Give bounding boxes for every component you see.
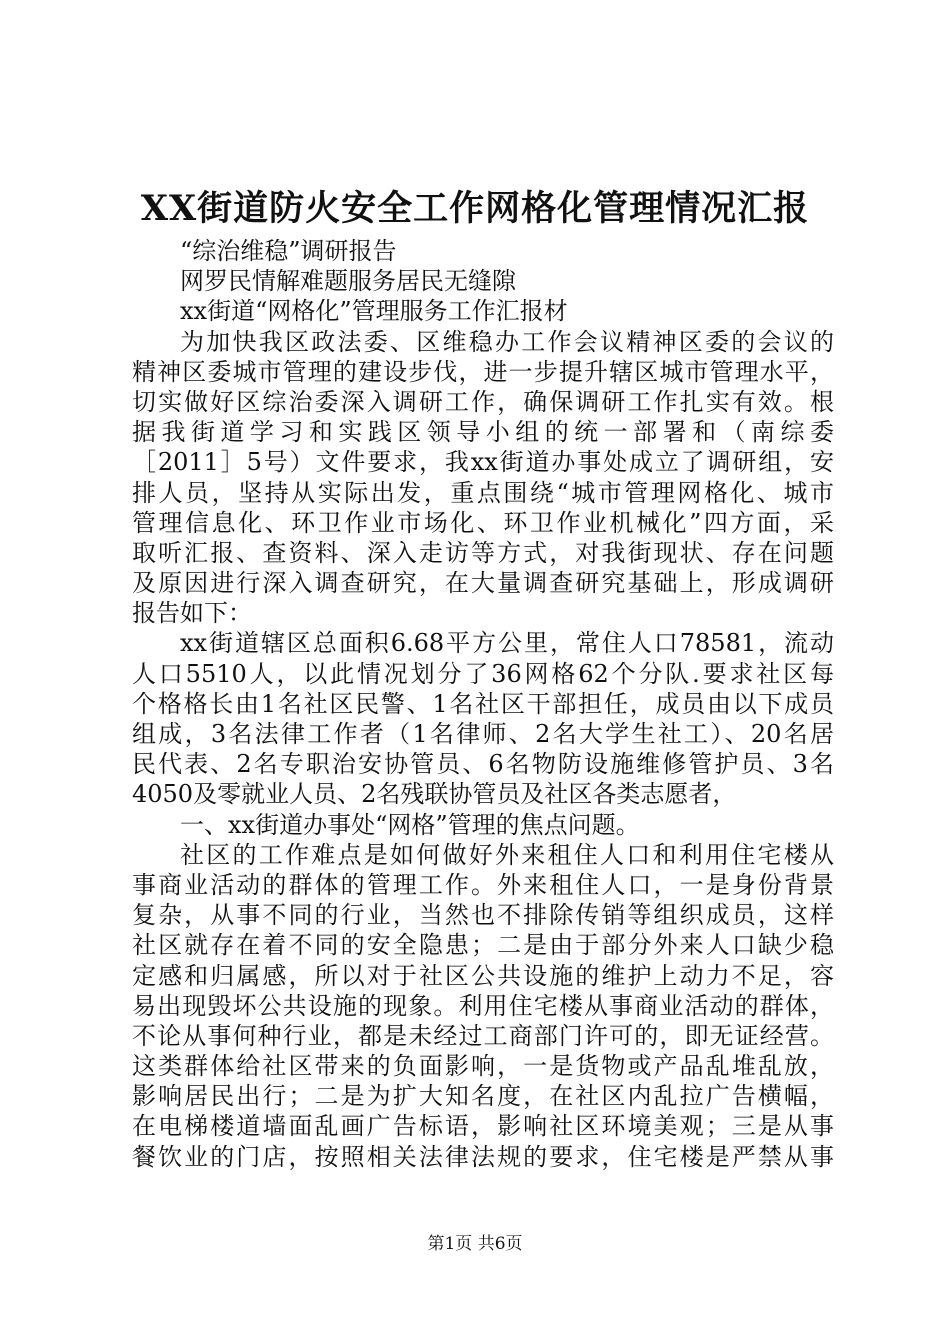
text-line: 4050及零就业人员、2名残联协管员及社区各类志愿者，	[132, 780, 737, 809]
text-line: 取听汇报、查资料、深入走访等方式，对我街现状、存在问题	[132, 538, 834, 567]
text-line: 网罗民情解难题服务居民无缝隙	[180, 267, 516, 296]
text-line: 民代表、2名专职治安协管员、6名物防设施维修管护员、3名	[132, 750, 834, 779]
text-line: 及原因进行深入调查研究，在大量调查研究基础上，形成调研	[132, 569, 834, 598]
text-line: ［2011］5号）文件要求，我xx街道办事处成立了调研组，安	[132, 448, 834, 477]
text-line: 事商业活动的群体的管理工作。外来租住人口，一是身份背景	[132, 870, 834, 899]
text-line: xx街道“网格化”管理服务工作汇报材	[180, 297, 568, 326]
text-line: 人口5510人，以此情况划分了36网格62个分队.要求社区每	[132, 659, 834, 688]
text-line: 这类群体给社区带来的负面影响，一是货物或产品乱堆乱放，	[132, 1052, 834, 1081]
text-line: 影响居民出行；二是为扩大知名度，在社区内乱拉广告横幅，	[132, 1082, 834, 1111]
text-line: 管理信息化、环卫作业市场化、环卫作业机械化”四方面，采	[132, 508, 834, 537]
text-line: 社区的工作难点是如何做好外来租住人口和利用住宅楼从	[180, 840, 834, 869]
page-footer: 第1页 共6页	[427, 1234, 523, 1254]
text-line: 排人员，坚持从实际出发，重点围绕“城市管理网格化、城市	[132, 478, 834, 507]
text-line: 个格格长由1名社区民警、1名社区干部担任，成员由以下成员	[132, 689, 834, 718]
text-line: 报告如下：	[132, 599, 252, 628]
text-line: “综治维稳”调研报告	[180, 237, 397, 265]
text-line: 据我街道学习和实践区领导小组的统一部署和（南综委	[132, 418, 834, 447]
text-line: 精神区委城市管理的建设步伐，进一步提升辖区城市管理水平，	[132, 357, 834, 386]
text-line: 餐饮业的门店，按照相关法律法规的要求，住宅楼是严禁从事	[132, 1142, 834, 1171]
text-line: 复杂，从事不同的行业，当然也不排除传销等组织成员，这样	[132, 901, 834, 930]
text-line: 为加快我区政法委、区维稳办工作会议精神区委的会议的	[180, 327, 834, 356]
document-title: XX街道防火安全工作网格化管理情况汇报	[140, 188, 810, 229]
text-line: 切实做好区综治委深入调研工作，确保调研工作扎实有效。根	[132, 387, 834, 416]
text-line: xx街道辖区总面积6.68平方公里，常住人口78581，流动	[180, 629, 834, 658]
document-body	[132, 236, 834, 1172]
text-line: 一、xx街道办事处“网格”管理的焦点问题。	[180, 810, 640, 839]
text-line: 组成，3名法律工作者（1名律师、2名大学生社工）、20名居	[132, 720, 834, 748]
text-line: 在电梯楼道墙面乱画广告标语，影响社区环境美观；三是从事	[132, 1112, 834, 1141]
text-line: 易出现毁坏公共设施的现象。利用住宅楼从事商业活动的群体，	[132, 991, 834, 1020]
text-line: 不论从事何种行业，都是未经过工商部门许可的，即无证经营。	[132, 1021, 834, 1050]
text-line: 社区就存在着不同的安全隐患；二是由于部分外来人口缺少稳	[132, 931, 834, 960]
text-line: 定感和归属感，所以对于社区公共设施的维护上动力不足，容	[132, 961, 834, 990]
